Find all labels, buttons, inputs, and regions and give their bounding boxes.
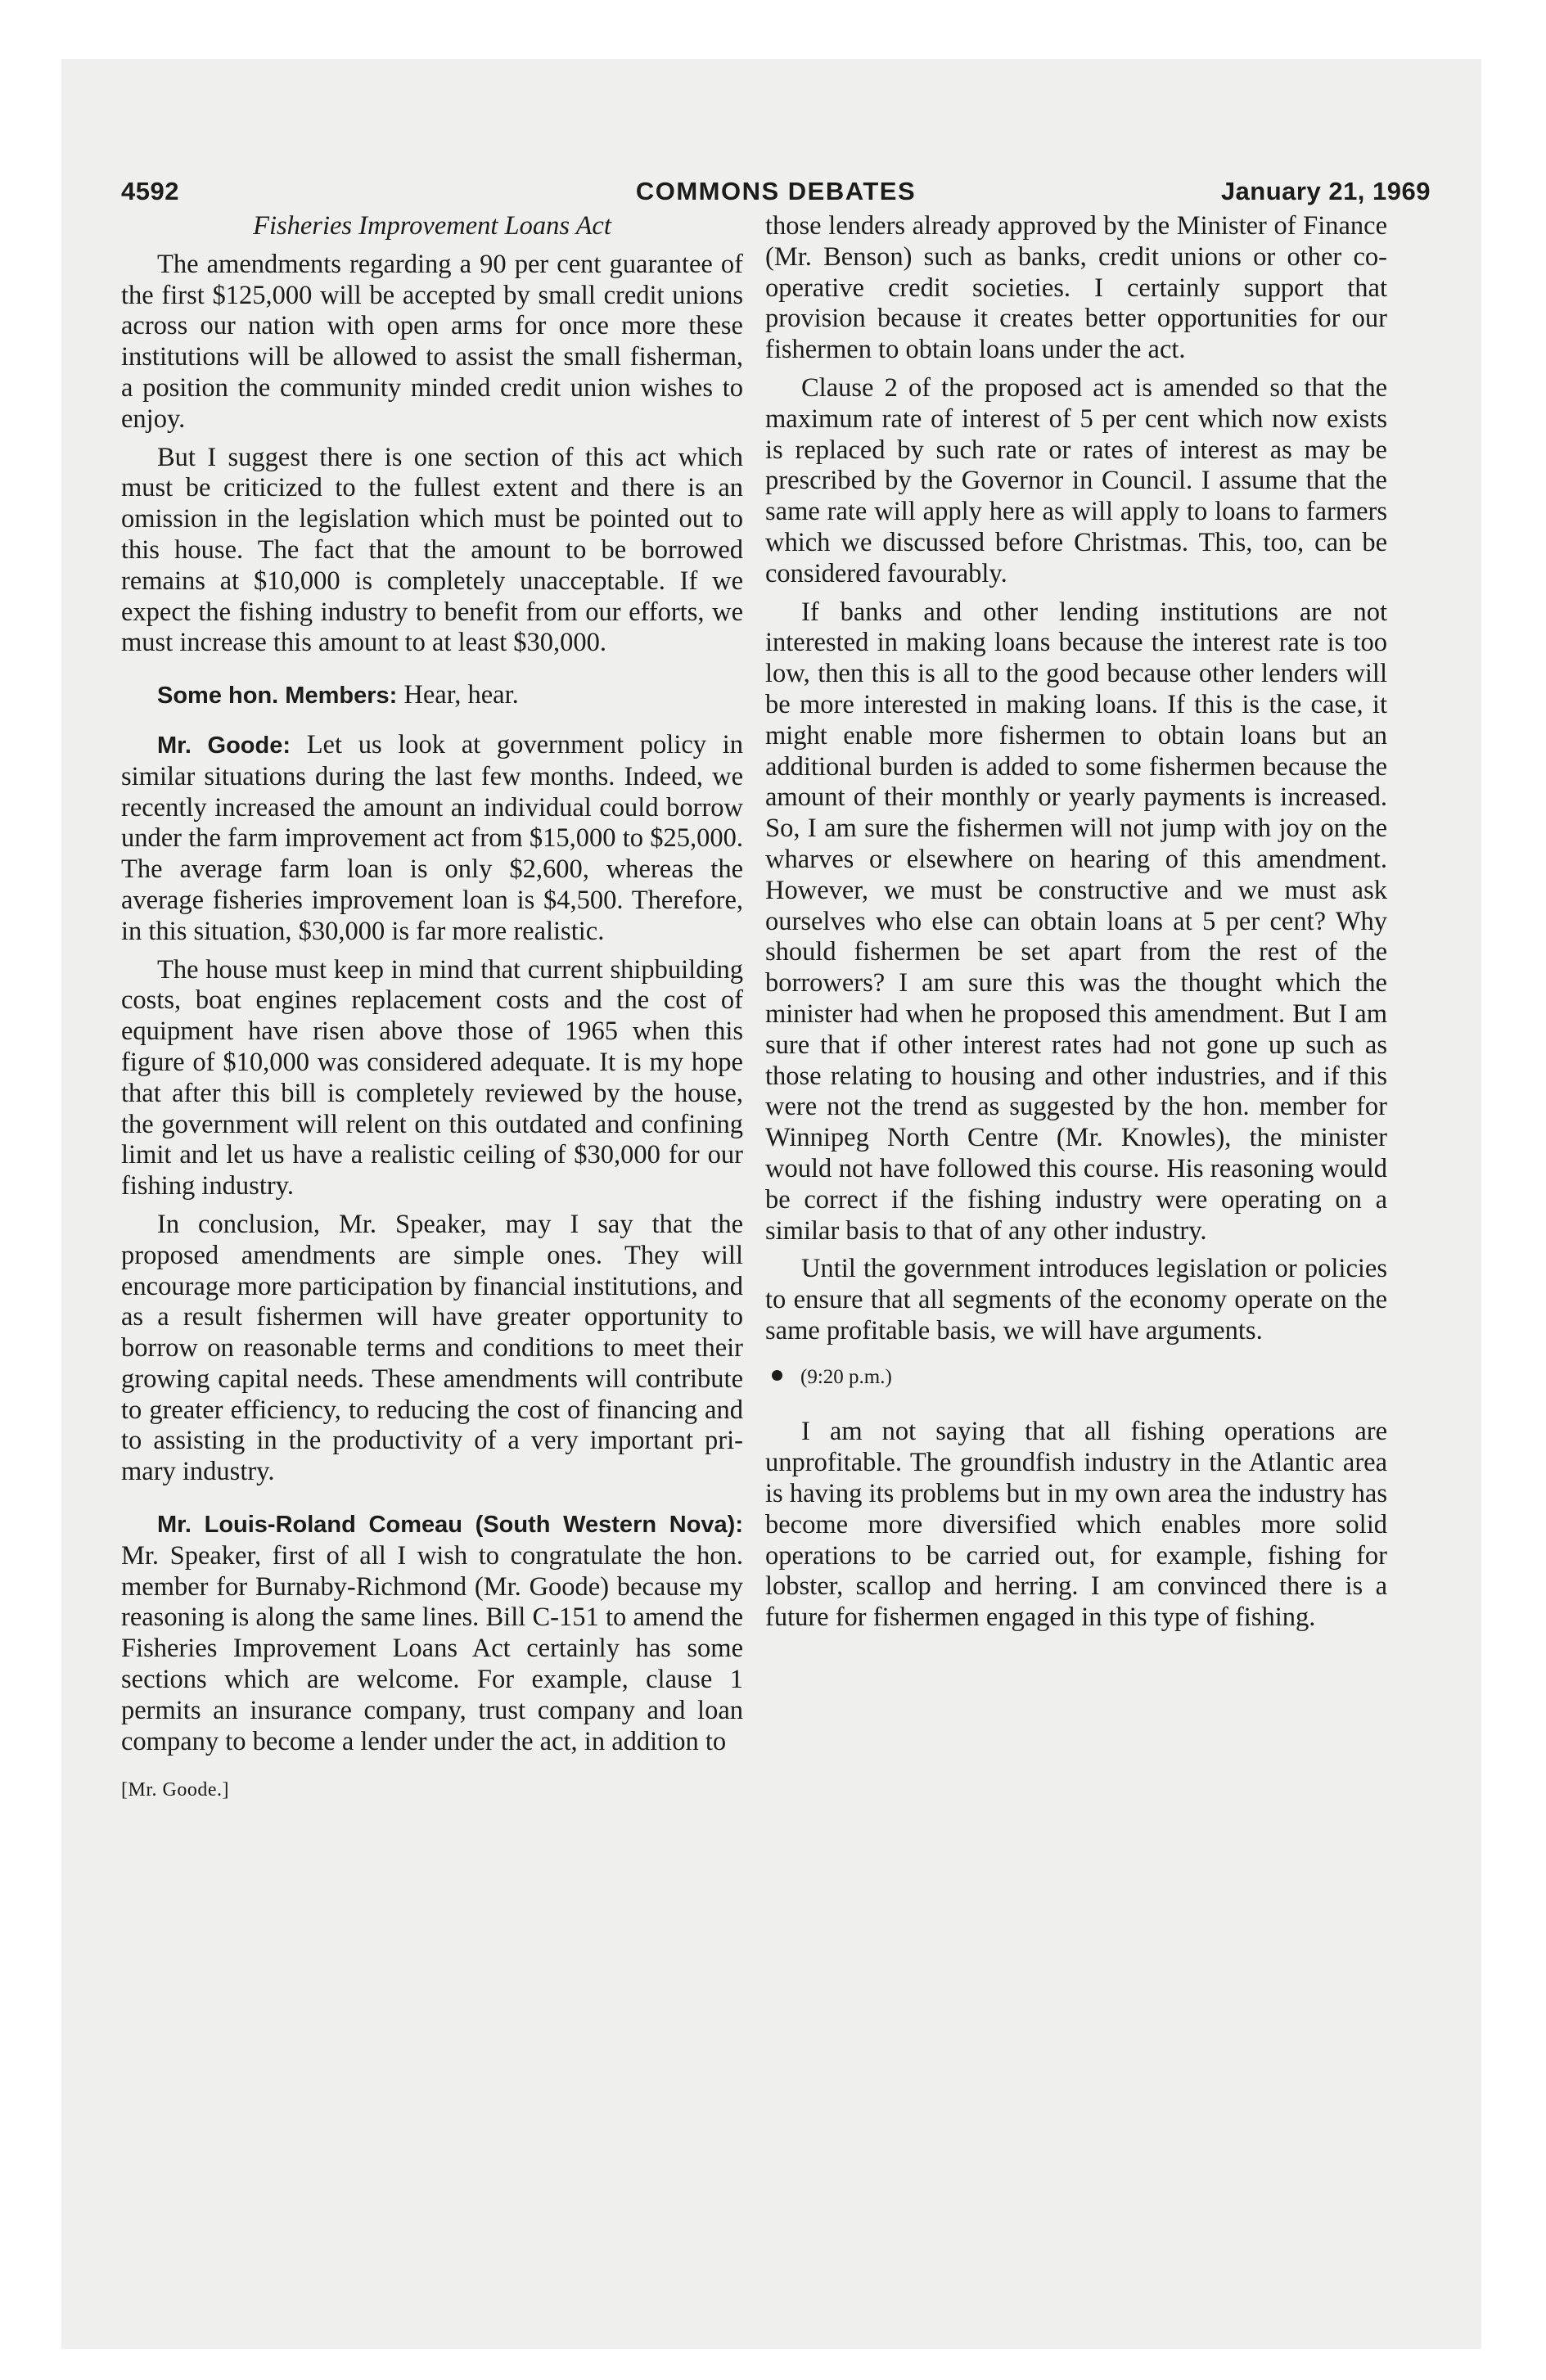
publication-title: COMMONS DEBATES — [635, 177, 917, 205]
left-column — [121, 211, 743, 1814]
speech-paragraph — [121, 1509, 743, 1757]
paragraph: If banks and other lending institutions are not interested in making loans because the interest rate is too low, then this is all to the good because other lenders will be more interested in making loans. If this is the case, it might enable more fishermen to obtain loans but an additional burden is added to some fishermen because the amount of their monthly or yearly payments is increased. So, I am sure the fishermen will not jump with joy on the wharves or elsewhere on hearing of this amendment. However, we must be constructive and we must ask ourselves who else can obtain loans at 5 per cent? Why should fishermen be set apart from the rest of the borrowers? I am sure this was the thought which the minister had when he proposed this amendment. But I am sure that if other interest rates had not gone up such as those relating to housing and other industries, and if this were not the trend as suggested by the hon. member for Winnipeg North Centre (Mr. Knowles), the minister would not have followed this course. His reasoning would be correct if the fishing industry were operating on a similar basis to that of any other industry. — [765, 597, 1387, 1246]
speech-text: Mr. Speaker, first of all I wish to congratulate the hon. member for Burnaby-Richmond (Mr. Goode) because my reasoning is along the same lines. Bill C-151 to amend the Fisheries Improvement Loans Act certainly has some sections which are welcome. For example, clause 1 permits an insurance company, trust company and loan company to become a lender under the act, in addition to — [121, 1540, 743, 1756]
paragraph: The amendments regarding a 90 per cent guarantee of the first $125,000 will be accepted by small credit unions across our nation with open arms for once more these institutions will be allowed to assist the small fisherman, a position the community minded credit union wishes to enjoy. — [121, 249, 743, 434]
bullet-icon — [772, 1370, 782, 1381]
time-text: (9:20 p.m.) — [800, 1365, 892, 1388]
speaker-footnote: [Mr. Goode.] — [121, 1779, 229, 1801]
paragraph: The house must keep in mind that current shipbuilding costs, boat engines replacement costs and the cost of equipment have risen above those of 1965 when this figure of $10,000 was considered adequate. It is my hope that after this bill is completely reviewed by the house, the government will relent on this outdated and confining limit and let us have a realistic ceiling of $30,000 for our fishing industry. — [121, 954, 743, 1201]
interjection-text: Hear, hear. — [403, 680, 519, 710]
time-marker — [765, 1362, 1387, 1393]
interjection — [121, 680, 743, 712]
speech-text: Let us look at government policy in similar situations during the last few months. Indeed, we recently increased the amount an individual could borrow under the farm improvement act from $15,000 to $25,000. The average farm loan is only $2,600, whereas the average fisheries improvement loan is $4,500. Therefore, in this situation, $30,000 is far more realistic. — [121, 729, 744, 946]
paragraph: Until the government introduces legislation or policies to ensure that all segments of the economy operate on the same profitable basis, we will have arguments. — [765, 1254, 1387, 1346]
paragraph: In conclusion, Mr. Speaker, may I say that the proposed amendments are simple ones. They will encourage more participation by financial institutions, and as a result fishermen will have greater opportunity to borrow on reasonable terms and conditions to meet their growing capital needs. These amendments will contribute to greater efficiency, to reducing the cost of financing and to assisting in the productivity of a very important primary industry. — [121, 1209, 743, 1487]
speech-paragraph — [121, 730, 743, 948]
page-header — [121, 177, 1431, 214]
speaker-name: Some hon. Members: — [157, 683, 398, 710]
page-date: January 21, 1969 — [1220, 177, 1431, 205]
running-title: Fisheries Improvement Loans Act — [253, 211, 611, 241]
page-number: 4592 — [121, 177, 179, 205]
paragraph: those lenders already approved by the Minister of Finance (Mr. Benson) such as banks, credit unions or other co-operative credit societies. I certainly support that provision because it creates better opportunities for our fishermen to obtain loans under the act. — [765, 211, 1387, 365]
speaker-name: Mr. Louis-Roland Comeau (South Western Nova): — [157, 1512, 743, 1539]
paragraph: I am not saying that all fishing operations are unprofitable. The groundfish industry in the Atlantic area is having its problems but in my own area the industry has become more diversified which enables more solid operations to be carried out, for example, fishing for lobster, scallop and herring. I am convinced there is a future for fishermen engaged in this type of fishing. — [765, 1417, 1387, 1633]
speaker-name: Mr. Goode: — [157, 732, 291, 759]
right-column — [765, 211, 1387, 1641]
paragraph: But I suggest there is one section of this act which must be criticized to the fullest extent and there is an omission in the legislation which must be pointed out to this house. The fact that the amount to be borrowed remains at $10,000 is completely unacceptable. If we expect the fishing industry to benefit from our efforts, we must increase this amount to at least $30,000. — [121, 442, 743, 658]
paragraph: Clause 2 of the proposed act is amended so that the maximum rate of interest of 5 per cent which now exists is replaced by such rate or rates of interest as may be prescribed by the Governor in Council. I assume that the same rate will apply here as will apply to loans to farmers which we discussed before Christmas. This, too, can be considered favourably. — [765, 372, 1387, 588]
